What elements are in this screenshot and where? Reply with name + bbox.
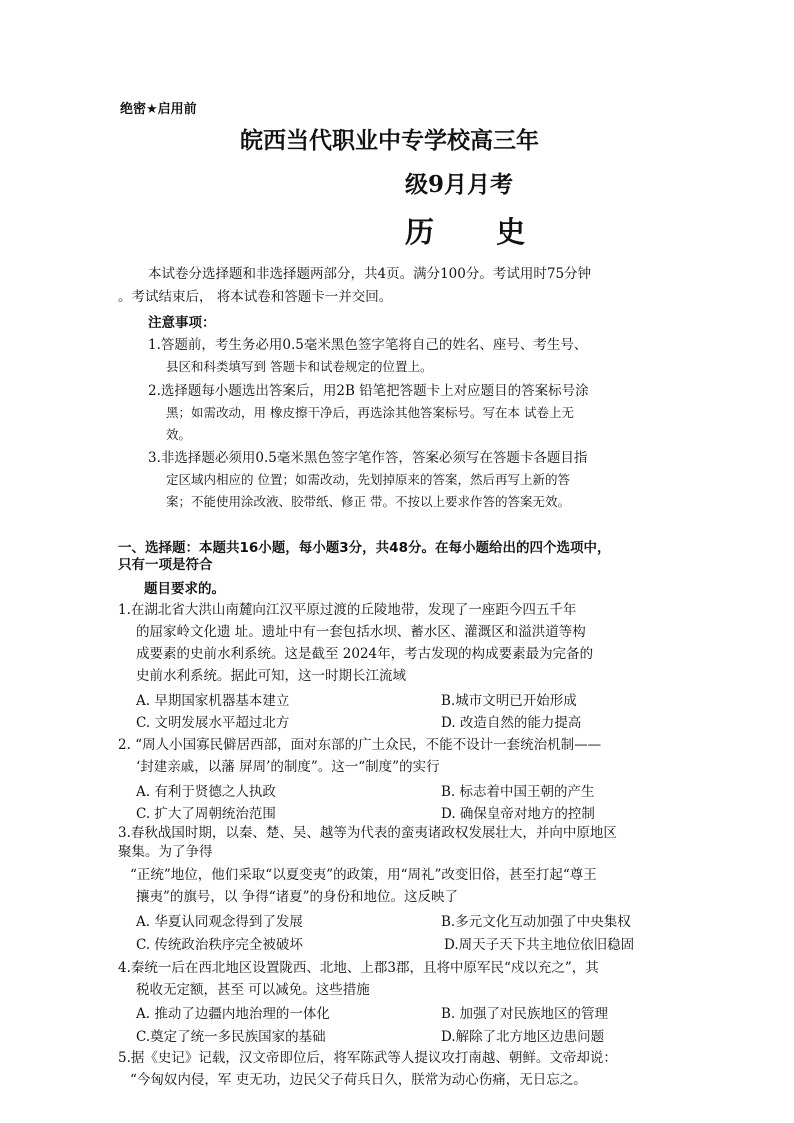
note2-line1: 2.选择题每小题选出答案后，用2B 铅笔把答题卡上对应题目的答案标号涂 [148,383,589,399]
intro-line2: 。考试结束后， 将本试卷和答题卡一并交回。 [118,289,393,305]
q1-line2: 的屈家岭文化遗 址。遗址中有一套包括水坝、蓄水区、灌溉区和溢洪道等构 [136,624,586,640]
q1-option-c: C. 文明发展水平超过北方 [136,715,290,731]
q2-line2: ‘封建亲戚，以藩 屏周’的制度”。这一“制度”的实行 [136,759,440,775]
intro-line1: 本试卷分选择题和非选择题两部分，共4页。满分100分。考试用时75分钟 [148,266,592,282]
q1-option-b: B.城市文明已开始形成 [441,693,577,709]
q3-option-d: D.周天子天下共主地位依旧稳固 [444,937,635,953]
q1-option-a: A. 早期国家机器基本建立 [136,693,290,709]
q2-option-a: A. 有利于贤德之人执政 [136,784,276,800]
q1-line1: 1.在湖北省大洪山南麓向江汉平原过渡的丘陵地带，发现了一座距今四五千年 [118,602,577,618]
note2-line3: 效。 [166,427,192,442]
section1-heading-line1: 一、选择题：本题共16小题，每小题3分，共48分。在每小题给出的四个选项中， [118,540,611,556]
q3-option-a: A. 华夏认同观念得到了发展 [136,914,303,930]
q3-option-b: B.多元文化互动加强了中央集权 [441,914,631,930]
q4-line1: 4.秦统一后在西北地区设置陇西、北地、上郡3郡，且将中原军民“戍以充之”，其 [118,960,599,976]
q2-option-c: C. 扩大了周朝统治范围 [136,806,276,822]
q2-option-b: B. 标志着中国王朝的产生 [441,784,595,800]
q2-line1: 2. “周人小国寡民僻居西部，面对东部的广土众民，不能不设计一套统治机制—— [118,737,602,753]
note1-line2: 县区和科类填写到 答题卡和试卷规定的位置上。 [166,359,433,374]
note3-line3: 案；不能使用涂改液、胶带纸、修正 带。不按以上要求作答的答案无效。 [166,494,570,509]
q2-option-d: D. 确保皇帝对地方的控制 [441,806,595,822]
note3-line2: 定区域内相应的 位置；如需改动，先划掉原来的答案，然后再写上新的答 [166,472,570,487]
q3-line2: 聚集。为了争得 [118,844,213,860]
q5-line2: “今匈奴内侵，军 吏无功，边民父子荷兵日久，朕常为动心伤痛，无日忘之。 [130,1072,587,1088]
q3-line1: 3.春秋战国时期，以秦、楚、吴、越等为代表的蛮夷诸政权发展壮大，并向中原地区 [118,825,617,841]
q1-line3: 成要素的史前水利系统。这是截至 2024年，考古发现的构成要素最为完备的 [136,646,594,662]
q3-line3: “正统”地位，他们采取“以夏变夷”的政策，用“周礼”改变旧俗，甚至打起“尊王 [130,867,597,883]
note3-line1: 3.非选择题必须用0.5毫米黑色签字笔作答，答案必须写在答题卡各题目指 [148,450,588,466]
notes-title: 注意事项： [148,315,216,331]
subject-title: 历 史 [405,215,552,249]
q3-option-c: C. 传统政治秩序完全被破坏 [136,937,303,953]
q4-option-c: C.奠定了统一多民族国家的基础 [136,1029,326,1045]
confidential-label: 绝密★启用前 [120,102,197,117]
exam-title-line2: 级9月月考 [405,171,514,198]
q4-option-b: B. 加强了对民族地区的管理 [441,1006,609,1022]
exam-title-line1: 皖西当代职业中专学校高三年 [240,127,539,154]
section1-heading-line3: 题目要求的。 [144,581,225,597]
q4-option-d: D.解除了北方地区边患问题 [441,1029,605,1045]
note2-line2: 黑；如需改动，用 橡皮擦干净后，再选涂其他答案标号。写在本 试卷上无 [166,405,574,420]
q5-line1: 5.据《史记》记载，汉文帝即位后，将军陈武等人提议攻打南越、朝鲜。文帝却说： [118,1050,617,1066]
q1-line4: 史前水利系统。据此可知，这一时期长江流域 [136,668,406,684]
q4-line2: 税收无定额，甚至 可以减免。这些措施 [136,982,370,998]
q4-option-a: A. 推动了边疆内地治理的一体化 [136,1006,330,1022]
q1-option-d: D. 改造自然的能力提高 [441,715,582,731]
note1-line1: 1.答题前，考生务必用0.5毫米黑色签字笔将自己的姓名、座号、考生号、 [148,337,588,353]
q3-line4: 攘夷”的旗号，以 争得“诸夏”的身份和地位。这反映了 [136,889,458,905]
section1-heading-line2: 只有一项是符合 [118,557,213,573]
